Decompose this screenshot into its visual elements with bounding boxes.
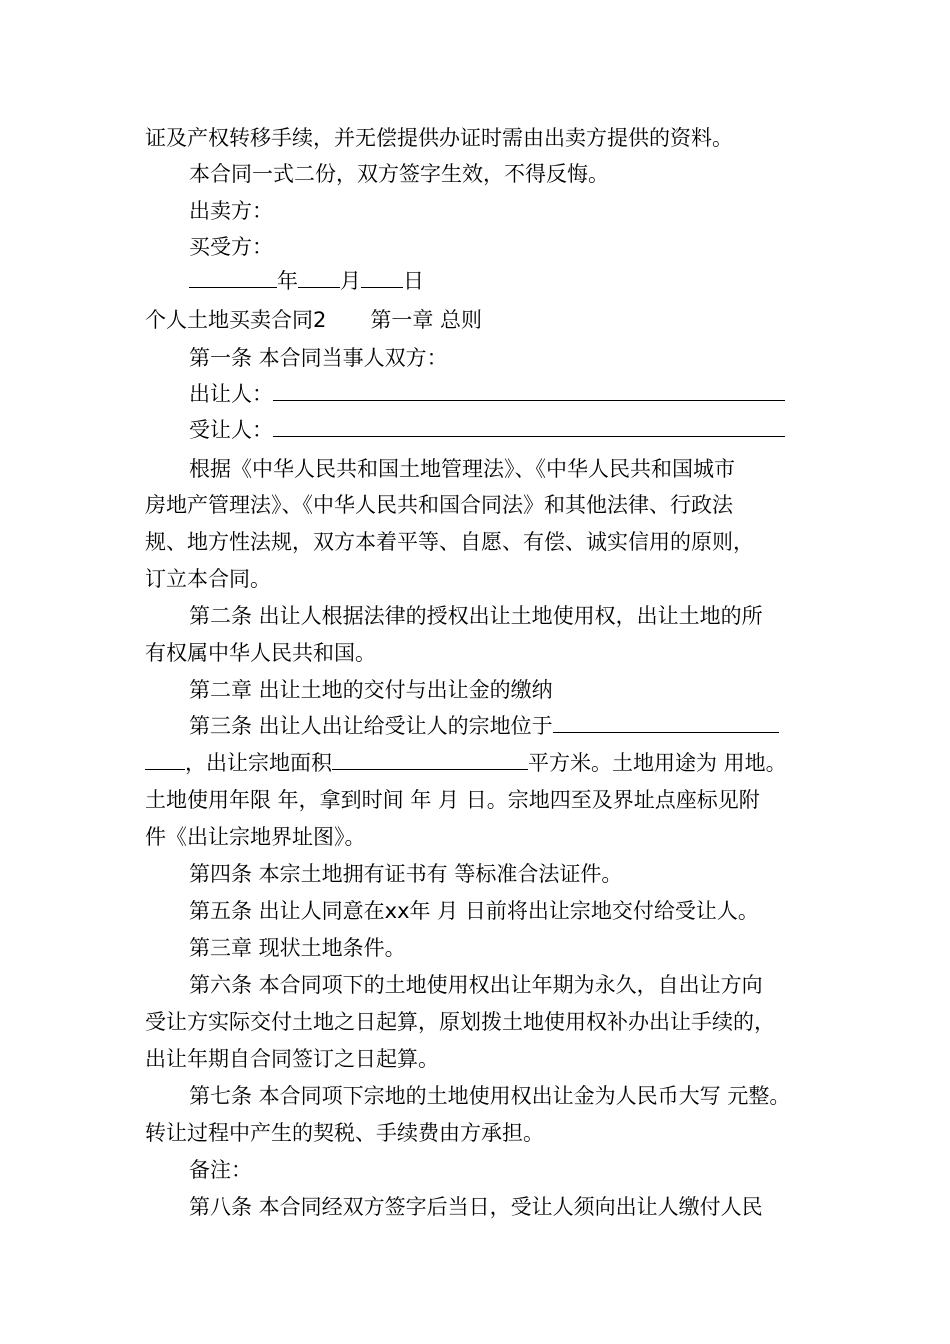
paragraph-line <box>189 712 779 740</box>
transferee-line <box>189 416 785 444</box>
location-blank <box>553 712 779 733</box>
chapter-heading: 第一章 总则 <box>370 308 483 332</box>
transferor-line <box>189 380 785 408</box>
day-blank <box>361 267 403 288</box>
transferor-label: 出让人： <box>189 382 273 406</box>
paragraph-line: 房地产管理法》、《中华人民共和国合同法》和其他法律、行政法 <box>145 493 733 517</box>
day-label: 日 <box>403 269 424 293</box>
location-blank-cont <box>145 749 185 770</box>
contract-title: 个人土地买卖合同2 <box>145 308 327 332</box>
paragraph-line: 第四条 本宗土地拥有证书有 等标准合法证件。 <box>189 862 623 886</box>
paragraph-line: 土地使用年限 年，拿到时间 年 月 日。宗地四至及界址点座标见附 <box>145 788 760 812</box>
paragraph-line: 出让年期自合同签订之日起算。 <box>145 1047 439 1071</box>
month-label: 月 <box>340 269 361 293</box>
paragraph-line <box>145 749 787 777</box>
paragraph-line: 第一条 本合同当事人双方： <box>189 346 448 370</box>
transferee-label: 受让人： <box>189 418 273 442</box>
transferee-blank <box>273 416 785 437</box>
chapter-heading: 第三章 现状土地条件。 <box>189 936 406 960</box>
year-label: 年 <box>277 269 298 293</box>
remarks-label: 备注： <box>189 1158 252 1182</box>
paragraph-line: 第六条 本合同项下的土地使用权出让年期为永久，自出让方向 <box>189 973 763 997</box>
date-line <box>189 267 424 295</box>
paragraph-line: 转让过程中产生的契税、手续费由方承担。 <box>145 1121 544 1145</box>
paragraph-line: 第五条 出让人同意在xx年 月 日前将出让宗地交付给受让人。 <box>189 899 759 923</box>
paragraph-line: 根据《中华人民共和国土地管理法》、《中华人民共和国城市 <box>189 457 735 481</box>
paragraph-line: 规、地方性法规，双方本着平等、自愿、有偿、诚实信用的原则， <box>145 530 754 554</box>
paragraph-line: 有权属中华人民共和国。 <box>145 641 376 665</box>
area-blank <box>332 749 528 770</box>
paragraph-line: 第二条 出让人根据法律的授权出让土地使用权，出让土地的所 <box>189 604 763 628</box>
paragraph-line: 受让方实际交付土地之日起算，原划拨土地使用权补办出让手续的， <box>145 1010 775 1034</box>
year-blank <box>189 267 277 288</box>
buyer-label: 买受方： <box>189 235 273 259</box>
paragraph-text: ，出让宗地面积 <box>185 751 332 775</box>
contract-title-line <box>145 306 482 334</box>
transferor-blank <box>273 380 785 401</box>
seller-label: 出卖方： <box>189 199 273 223</box>
paragraph-text: 平方米。土地用途为 用地。 <box>528 751 787 775</box>
paragraph-text: 第三条 出让人出让给受让人的宗地位于 <box>189 714 553 738</box>
chapter-heading: 第二章 出让土地的交付与出让金的缴纳 <box>189 678 553 702</box>
paragraph-line: 件《出让宗地界址图》。 <box>145 825 366 849</box>
paragraph-line: 证及产权转移手续，并无偿提供办证时需由出卖方提供的资料。 <box>145 126 733 150</box>
paragraph-line: 第八条 本合同经双方签字后当日，受让人须向出让人缴付人民 <box>189 1195 763 1219</box>
paragraph-line: 本合同一式二份，双方签字生效，不得反悔。 <box>189 162 609 186</box>
month-blank <box>298 267 340 288</box>
paragraph-line: 第七条 本合同项下宗地的土地使用权出让金为人民币大写 元整。 <box>189 1084 791 1108</box>
paragraph-line: 订立本合同。 <box>145 567 271 591</box>
